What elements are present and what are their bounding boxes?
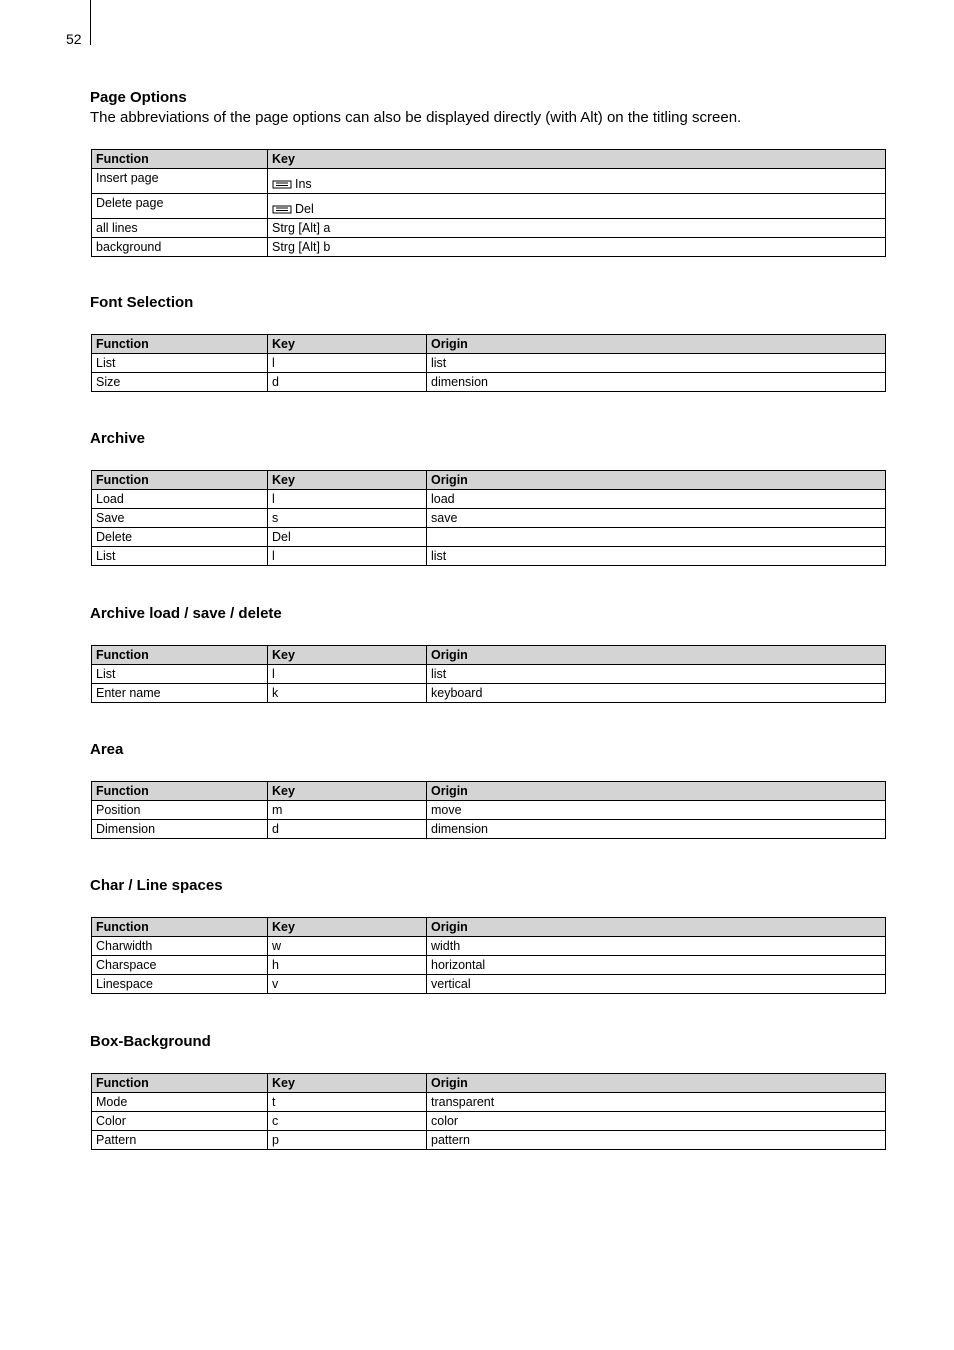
cell-origin: vertical: [427, 975, 886, 994]
header-function: Function: [92, 918, 268, 937]
cell-function: Load: [92, 490, 268, 509]
cell-origin: color: [427, 1112, 886, 1131]
header-origin: Origin: [427, 1074, 886, 1093]
header-function: Function: [92, 646, 268, 665]
cell-function: all lines: [92, 219, 268, 238]
table-header-row: [92, 471, 886, 490]
cell-key: h: [268, 956, 427, 975]
header-function: Function: [92, 782, 268, 801]
section-title-font-selection: Font Selection: [90, 294, 194, 311]
cell-key: l: [268, 490, 427, 509]
table-row: [92, 820, 886, 839]
section-title-archive-load-save-delete: Archive load / save / delete: [90, 605, 282, 622]
section-title-box-background: Box-Background: [90, 1033, 211, 1050]
cell-origin: dimension: [427, 820, 886, 839]
cell-key: Strg [Alt] b: [268, 238, 886, 257]
header-key: Key: [268, 918, 427, 937]
cell-key: l: [268, 354, 427, 373]
table-row: [92, 219, 886, 238]
page-number: 52: [66, 31, 82, 47]
cell-function: Delete page: [92, 194, 268, 219]
table-row: [92, 665, 886, 684]
table-page-options: [91, 149, 886, 257]
section-title-page-options: Page Options: [90, 89, 187, 106]
keyboard-icon: [272, 205, 292, 214]
table-header-row: [92, 782, 886, 801]
cell-key: d: [268, 373, 427, 392]
table-archive-load-save-delete: [91, 645, 886, 703]
cell-origin: list: [427, 547, 886, 566]
header-function: Function: [92, 1074, 268, 1093]
cell-function: Position: [92, 801, 268, 820]
cell-key: c: [268, 1112, 427, 1131]
key-label: Ins: [295, 177, 312, 191]
table-row: [92, 547, 886, 566]
header-key: Key: [268, 646, 427, 665]
cell-key: [268, 194, 886, 219]
cell-origin: save: [427, 509, 886, 528]
header-origin: Origin: [427, 782, 886, 801]
cell-origin: pattern: [427, 1131, 886, 1150]
table-font-selection: [91, 334, 886, 392]
cell-function: Enter name: [92, 684, 268, 703]
cell-function: Pattern: [92, 1131, 268, 1150]
table-row: [92, 1131, 886, 1150]
cell-key: [268, 169, 886, 194]
cell-function: Size: [92, 373, 268, 392]
cell-key: k: [268, 684, 427, 703]
table-row: [92, 354, 886, 373]
cell-function: Linespace: [92, 975, 268, 994]
header-function: Function: [92, 150, 268, 169]
cell-origin: dimension: [427, 373, 886, 392]
table-row: [92, 1093, 886, 1112]
header-function: Function: [92, 471, 268, 490]
header-key: Key: [268, 335, 427, 354]
header-key: Key: [268, 1074, 427, 1093]
cell-origin: move: [427, 801, 886, 820]
cell-key: Strg [Alt] a: [268, 219, 886, 238]
cell-function: Save: [92, 509, 268, 528]
cell-function: Dimension: [92, 820, 268, 839]
header-origin: Origin: [427, 918, 886, 937]
cell-function: List: [92, 354, 268, 373]
table-header-row: [92, 150, 886, 169]
header-origin: Origin: [427, 335, 886, 354]
table-row: [92, 194, 886, 219]
table-row: [92, 975, 886, 994]
cell-key: m: [268, 801, 427, 820]
section-title-area: Area: [90, 741, 124, 758]
cell-key: v: [268, 975, 427, 994]
table-area: [91, 781, 886, 839]
cell-key: p: [268, 1131, 427, 1150]
cell-origin: transparent: [427, 1093, 886, 1112]
table-header-row: [92, 1074, 886, 1093]
cell-origin: width: [427, 937, 886, 956]
table-row: [92, 1112, 886, 1131]
cell-function: Mode: [92, 1093, 268, 1112]
cell-origin: [427, 528, 886, 547]
cell-origin: list: [427, 354, 886, 373]
key-label: Del: [295, 202, 314, 216]
header-key: Key: [268, 782, 427, 801]
header-function: Function: [92, 335, 268, 354]
cell-key: t: [268, 1093, 427, 1112]
page-rule: [90, 0, 91, 45]
cell-origin: keyboard: [427, 684, 886, 703]
table-char-line-spaces: [91, 917, 886, 994]
cell-key: w: [268, 937, 427, 956]
table-row: [92, 373, 886, 392]
section-title-char-line-spaces: Char / Line spaces: [90, 877, 223, 894]
section-title-archive: Archive: [90, 430, 146, 447]
cell-function: List: [92, 665, 268, 684]
table-row: [92, 238, 886, 257]
table-row: [92, 937, 886, 956]
table-archive: [91, 470, 886, 566]
cell-key: d: [268, 820, 427, 839]
cell-function: background: [92, 238, 268, 257]
cell-function: Color: [92, 1112, 268, 1131]
cell-function: List: [92, 547, 268, 566]
cell-function: Charwidth: [92, 937, 268, 956]
cell-key: s: [268, 509, 427, 528]
table-row: [92, 169, 886, 194]
header-key: Key: [268, 471, 427, 490]
cell-function: Insert page: [92, 169, 268, 194]
cell-origin: list: [427, 665, 886, 684]
cell-key: Del: [268, 528, 427, 547]
table-box-background: [91, 1073, 886, 1150]
cell-origin: load: [427, 490, 886, 509]
table-row: [92, 509, 886, 528]
table-row: [92, 956, 886, 975]
table-row: [92, 528, 886, 547]
intro-text: The abbreviations of the page options can also be displayed directly (with Alt) on the titling screen.: [90, 109, 742, 126]
cell-function: Charspace: [92, 956, 268, 975]
keyboard-icon: [272, 180, 292, 189]
cell-key: l: [268, 547, 427, 566]
header-key: Key: [268, 150, 886, 169]
header-origin: Origin: [427, 646, 886, 665]
cell-function: Delete: [92, 528, 268, 547]
cell-key: l: [268, 665, 427, 684]
table-row: [92, 801, 886, 820]
table-header-row: [92, 335, 886, 354]
cell-origin: horizontal: [427, 956, 886, 975]
table-row: [92, 684, 886, 703]
table-header-row: [92, 918, 886, 937]
table-row: [92, 490, 886, 509]
table-header-row: [92, 646, 886, 665]
header-origin: Origin: [427, 471, 886, 490]
